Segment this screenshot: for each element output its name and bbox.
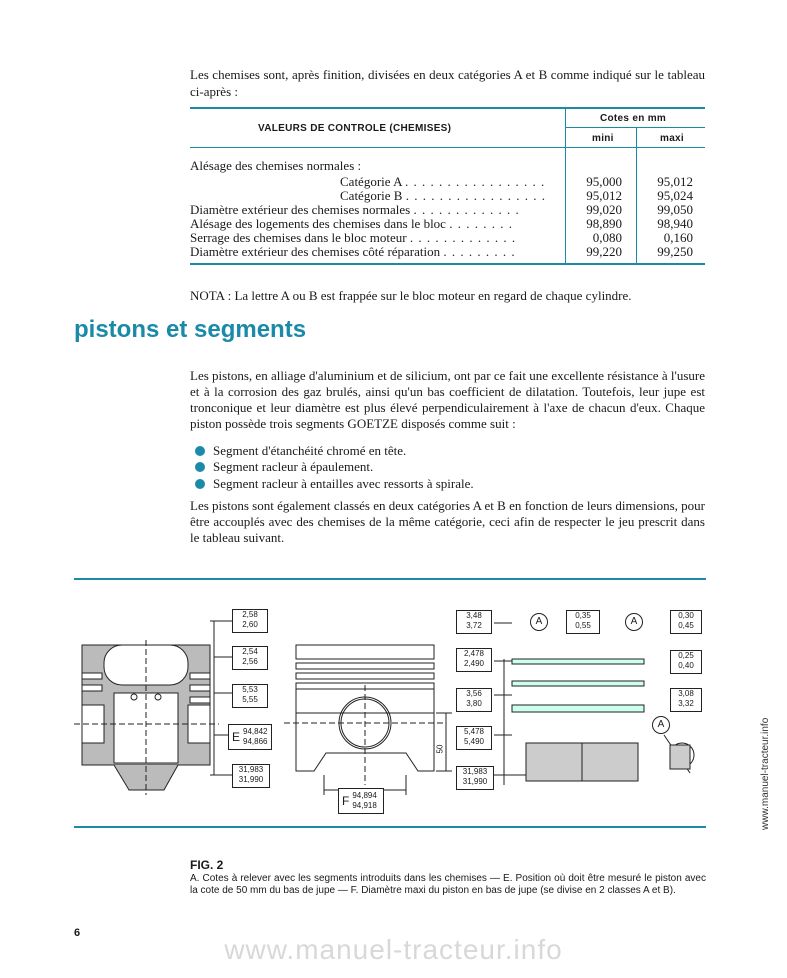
piston-exterior-drawing: [284, 645, 452, 795]
table-cell-max: 99,050: [657, 202, 693, 217]
dim-value: 2,54: [242, 647, 258, 656]
figure-bottom-rule: [74, 826, 706, 828]
dim-value: 31,983: [462, 767, 488, 776]
paragraph-categories: Les pistons sont également classés en deux catégories A et B en fonction de leurs dimensions, pour être accouplés avec des chemises de la même catégorie, ceci afin de respecter le jeu prescrit dans le tableau suivant.: [190, 498, 705, 545]
dim-value: 5,478: [463, 727, 485, 736]
dim-box: [670, 650, 702, 674]
table-row-label: Alésage des logements des chemises dans le bloc: [190, 216, 446, 231]
dim-value: 2,56: [242, 657, 258, 666]
list-item: [195, 443, 406, 459]
table-header-rule-2: [565, 147, 705, 148]
dim-box: [670, 610, 702, 634]
label-e: E: [232, 730, 241, 744]
table-row: [190, 203, 520, 217]
dim-value: 94,894: [352, 791, 377, 800]
table-row-dots: . . . . . . . .: [449, 216, 513, 231]
dim-box-e: [228, 724, 272, 750]
dim-value: 94,842: [243, 727, 268, 736]
table-row-label: Catégorie A: [340, 174, 402, 189]
circle-a-marker: A: [625, 613, 643, 631]
table-bottom-rule: [190, 263, 705, 265]
list-item: [195, 476, 474, 492]
table-maxi-header: maxi: [660, 133, 684, 144]
figure-caption: A. Cotes à relever avec les segments introduits dans les chemises — E. Position où doit être mesuré le piston avec la cote de 50 mm du bas de jupe — F. Diamètre maxi du piston en bas de jupe (se divise en 2 classes A et B).: [190, 873, 706, 896]
piston-figure: [74, 585, 714, 825]
dim-box: [232, 764, 270, 788]
table-row-label: Catégorie B: [340, 188, 403, 203]
table-cell-min: 0,080: [592, 230, 622, 245]
table-cell-max: 98,940: [657, 216, 693, 231]
dim-value: 0,55: [575, 621, 591, 630]
bullet-icon: [195, 462, 205, 472]
table-row-label: Alésage des chemises normales :: [190, 158, 362, 173]
circle-a-marker: A: [652, 716, 670, 734]
table-mini-header: mini: [592, 133, 614, 144]
section-title: pistons et segments: [74, 316, 307, 343]
piston-section-drawing: [74, 640, 219, 795]
dim-value: 2,60: [242, 620, 258, 629]
dim-box: [456, 688, 492, 712]
dim-value: 94,918: [352, 801, 377, 810]
nota-text: NOTA : La lettre A ou B est frappée sur le bloc moteur en regard de chaque cylindre.: [190, 288, 632, 303]
label-f: F: [342, 794, 350, 808]
dim-value: 3,80: [466, 699, 482, 708]
dim-value: 3,32: [678, 699, 694, 708]
dim-value: 5,490: [463, 737, 485, 746]
table-header-rule: [190, 147, 565, 148]
dim-value: 94,866: [243, 737, 268, 746]
list-item-text: Segment racleur à entailles avec ressorts à spirale.: [213, 476, 474, 491]
table-sub-rule: [565, 127, 705, 128]
dim-value: 0,35: [575, 611, 591, 620]
dim-value: 31,983: [238, 765, 264, 774]
watermark-side: www.manuel-tracteur.info: [760, 717, 771, 830]
dim-box: [232, 646, 268, 670]
table-cell-max: 0,160: [663, 230, 693, 245]
list-item-text: Segment racleur à épaulement.: [213, 459, 374, 474]
dim-value: 3,08: [678, 689, 694, 698]
table-title: VALEURS DE CONTROLE (CHEMISES): [258, 123, 452, 134]
table-row-dots: . . . . . . . . . . . . .: [413, 202, 520, 217]
table-row-dots: . . . . . . . . . . . . . . . . .: [405, 188, 546, 203]
dim-value: 0,40: [678, 661, 694, 670]
table-row-dots: . . . . . . . . . . . . . . . . .: [405, 174, 546, 189]
list-item: [195, 459, 373, 475]
table-top-rule: [190, 107, 705, 109]
dim-50: 50: [435, 744, 445, 754]
dim-box: [670, 688, 702, 712]
table-cell-max: 95,024: [657, 188, 693, 203]
dim-value: 5,55: [242, 695, 258, 704]
dim-value: 0,25: [678, 651, 694, 660]
paragraph-pistons: Les pistons, en alliage d'aluminium et de silicium, ont par ce fait une excellente résistance à l'usure et à la corrosion des gaz brulés, ainsi qu'un bas coefficient de dilatation. Toutefois, leur jupe est tronconique et leur diamètre est plus élevé perpendiculairement à l'axe de chacun d'eux. Chaque piston possède trois segments GOETZE disposés comme suit :: [190, 368, 705, 431]
dim-box: [456, 648, 492, 672]
table-cell-max: 95,012: [657, 174, 693, 189]
list-item-text: Segment d'étanchéité chromé en tête.: [213, 443, 407, 458]
dim-box: [232, 684, 268, 708]
intro-text: Les chemises sont, après finition, divisées en deux catégories A et B comme indiqué sur le tableau ci-après :: [190, 67, 705, 99]
table-cotes-header: Cotes en mm: [600, 113, 667, 124]
table-row-label: Diamètre extérieur des chemises normales: [190, 202, 411, 217]
table-cell-min: 99,020: [586, 202, 622, 217]
dim-value: 2,490: [463, 659, 485, 668]
circle-a-marker: A: [530, 613, 548, 631]
table-row: [190, 217, 513, 231]
table-row-label: Diamètre extérieur des chemises côté réparation: [190, 244, 441, 259]
table-row-dots: . . . . . . . . .: [443, 244, 516, 259]
dim-box: [456, 610, 492, 634]
dim-value: 3,56: [466, 689, 482, 698]
dim-value: 31,990: [238, 775, 264, 784]
table-row: [340, 175, 545, 189]
table-cell-max: 99,250: [657, 244, 693, 259]
dim-value: 3,48: [466, 611, 482, 620]
figure-title: FIG. 2: [190, 858, 224, 872]
table-row: [190, 245, 516, 259]
table-row: [340, 189, 546, 203]
figure-top-rule: [74, 578, 706, 580]
dim-box: [456, 766, 494, 790]
table-row-label: Serrage des chemises dans le bloc moteur: [190, 230, 407, 245]
table-row: [190, 231, 516, 245]
table-cell-min: 95,000: [586, 174, 622, 189]
dim-box: [456, 726, 492, 750]
table-row-dots: . . . . . . . . . . . . .: [409, 230, 517, 245]
dim-value: 2,58: [242, 610, 258, 619]
dim-value: 0,30: [678, 611, 694, 620]
page-number: 6: [74, 927, 81, 939]
bullet-icon: [195, 446, 205, 456]
dim-value: 0,45: [678, 621, 694, 630]
dim-box: [566, 610, 600, 634]
dim-box: [232, 609, 268, 633]
table-cell-min: 95,012: [586, 188, 622, 203]
watermark: www.manuel-tracteur.info: [224, 934, 563, 965]
table-cell-min: 99,220: [586, 244, 622, 259]
dim-value: 5,53: [242, 685, 258, 694]
piston-rings-drawing: [494, 623, 694, 785]
bullet-icon: [195, 479, 205, 489]
dim-value: 31,990: [462, 777, 488, 786]
table-cell-min: 98,890: [586, 216, 622, 231]
dim-box-f: [338, 788, 384, 814]
dim-value: 3,72: [466, 621, 482, 630]
dim-value: 2,478: [463, 649, 485, 658]
